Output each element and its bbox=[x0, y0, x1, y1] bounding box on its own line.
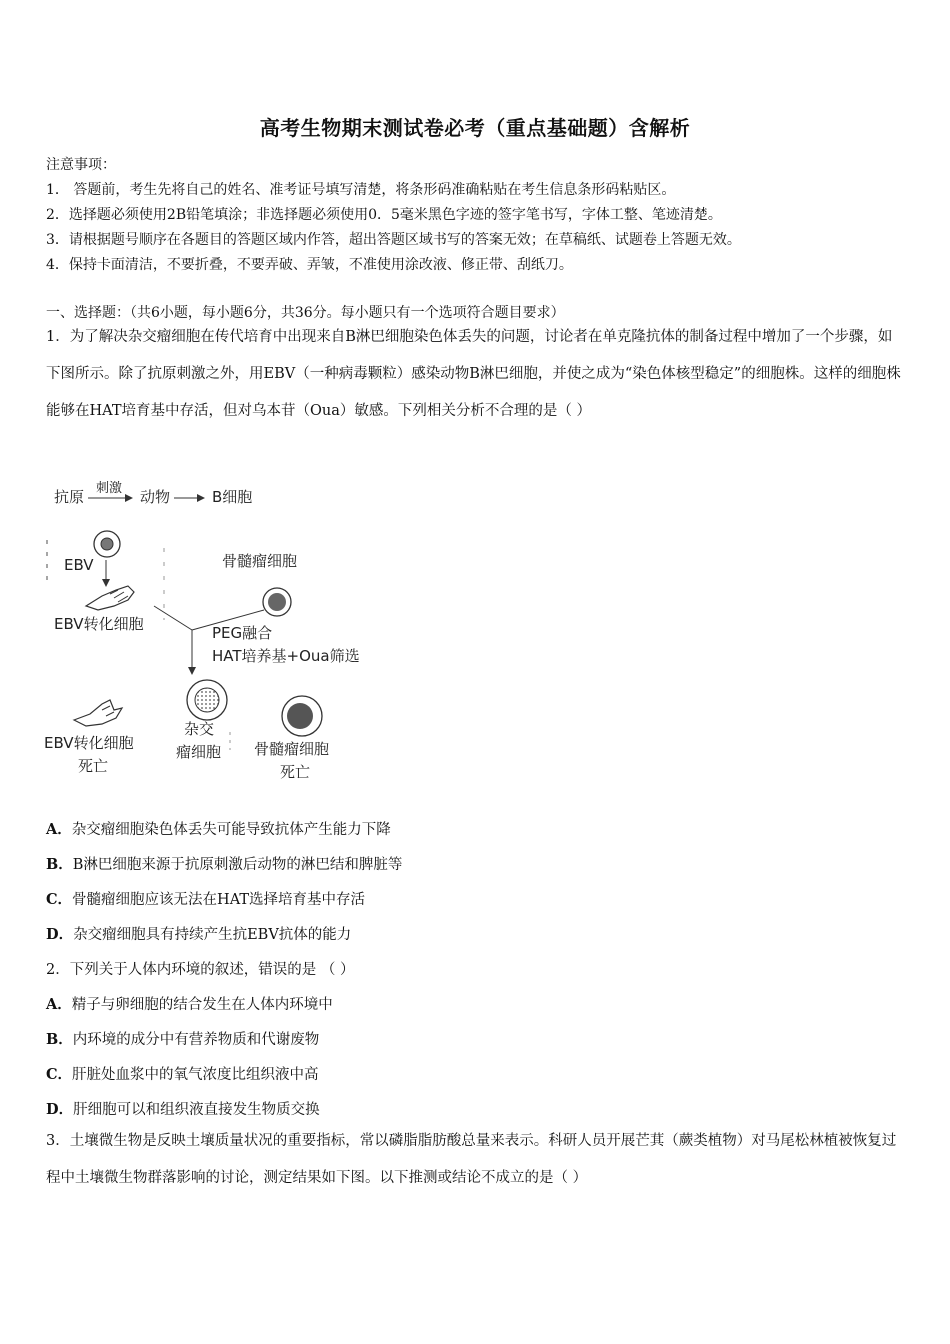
fig-ebv: EBV bbox=[64, 556, 94, 574]
fig-bcell: B细胞 bbox=[212, 488, 253, 506]
option-letter: D． bbox=[46, 1101, 74, 1118]
notice-item-1: 1． 答题前，考生先将自己的姓名、准考证号填写清楚，将条形码准确粘贴在考生信息条形码粘贴区。 bbox=[46, 182, 676, 198]
q2-option-d bbox=[46, 1098, 320, 1119]
q2-option-c bbox=[46, 1063, 319, 1084]
option-text: 骨髓瘤细胞应该无法在HAT选择培育基中存活 bbox=[72, 892, 366, 908]
notice-heading: 注意事项： bbox=[46, 157, 116, 173]
q1-option-a bbox=[46, 818, 391, 839]
ebv-cell-icon bbox=[86, 586, 134, 610]
notice-item-4: 4．保持卡面清洁，不要折叠，不要弄破、弄皱，不准使用涂改液、修正带、刮纸刀。 bbox=[46, 257, 573, 273]
q2-option-a bbox=[46, 993, 333, 1014]
option-letter: A． bbox=[46, 996, 72, 1013]
q1-option-b bbox=[46, 853, 402, 874]
option-letter: C． bbox=[46, 1066, 73, 1083]
fig-ebv-cell: EBV转化细胞 bbox=[54, 615, 144, 633]
fig-myeloma-dead-1: 骨髓瘤细胞 bbox=[254, 740, 330, 758]
option-letter: B． bbox=[46, 1031, 73, 1048]
section-heading: 一、选择题：（共6小题，每小题6分，共36分。每小题只有一个选项符合题目要求） bbox=[46, 305, 565, 321]
option-text: 杂交瘤细胞具有持续产生抗EBV抗体的能力 bbox=[73, 927, 352, 943]
question-1-stem: 1．为了解决杂交瘤细胞在传代培育中出现来自B淋巴细胞染色体丢失的问题，讨论者在单克隆抗体的制备过程中增加了一个步骤，如下图所示。除了抗原刺激之外，用EBV（一种病毒颗粒）感染动物B淋巴细胞，并使之成为“染色体核型稳定”的细胞株。这样的细胞株能够在HAT培育基中存活，但对乌本苷（Oua）敏感。下列相关分析不合理的是（ ） bbox=[46, 329, 901, 419]
fig-ebv-dead-1: EBV转化细胞 bbox=[44, 734, 134, 752]
option-letter: C． bbox=[46, 891, 73, 908]
option-letter: B． bbox=[46, 856, 73, 873]
hybridoma-diagram bbox=[44, 478, 384, 788]
ebv-dead-cell-icon bbox=[74, 700, 122, 726]
option-text: B淋巴细胞来源于抗原刺激后动物的淋巴结和脾脏等 bbox=[72, 857, 403, 873]
question-2-stem: 2．下列关于人体内环境的叙述，错误的是 （ ） bbox=[46, 962, 355, 978]
fig-hybrid-2: 瘤细胞 bbox=[176, 743, 222, 761]
fig-antigen: 抗原 bbox=[54, 488, 85, 506]
option-text: 肝脏处血浆中的氧气浓度比组织液中高 bbox=[72, 1067, 319, 1083]
option-text: 肝细胞可以和组织液直接发生物质交换 bbox=[73, 1102, 320, 1118]
fig-stimulate: 刺激 bbox=[96, 481, 123, 496]
option-letter: D． bbox=[46, 926, 74, 943]
fig-myeloma: 骨髓瘤细胞 bbox=[222, 552, 298, 570]
q1-option-d bbox=[46, 923, 351, 944]
fig-hat: HAT培养基+Oua筛选 bbox=[212, 647, 360, 665]
fig-ebv-dead-2: 死亡 bbox=[78, 757, 109, 775]
fig-animal: 动物 bbox=[140, 488, 171, 506]
option-letter: A． bbox=[46, 821, 72, 838]
fig-hybrid-1: 杂交 bbox=[184, 720, 215, 738]
q2-option-b bbox=[46, 1028, 319, 1049]
fig-myeloma-dead-2: 死亡 bbox=[280, 763, 311, 781]
notice-item-2: 2．选择题必须使用2B铅笔填涂；非选择题必须使用0．5毫米黑色字迹的签字笔书写，字体工整、笔迹清楚。 bbox=[46, 207, 722, 223]
option-text: 内环境的成分中有营养物质和代谢废物 bbox=[72, 1032, 320, 1048]
option-text: 精子与卵细胞的结合发生在人体内环境中 bbox=[71, 997, 333, 1013]
option-text: 杂交瘤细胞染色体丢失可能导致抗体产生能力下降 bbox=[71, 822, 391, 838]
notice-item-3: 3．请根据题号顺序在各题目的答题区域内作答，超出答题区域书写的答案无效；在草稿纸、试题卷上答题无效。 bbox=[46, 232, 741, 248]
q1-option-c bbox=[46, 888, 365, 909]
question-3-stem: 3．土壤微生物是反映土壤质量状况的重要指标，常以磷脂脂肪酸总量来表示。科研人员开展芒萁（蕨类植物）对马尾松林植被恢复过程中土壤微生物群落影响的讨论，测定结果如下图。以下推测或结论不成立的是（ ） bbox=[46, 1133, 897, 1186]
fig-peg: PEG融合 bbox=[212, 624, 273, 642]
page-title: 高考生物期末测试卷必考（重点基础题）含解析 bbox=[259, 116, 691, 140]
